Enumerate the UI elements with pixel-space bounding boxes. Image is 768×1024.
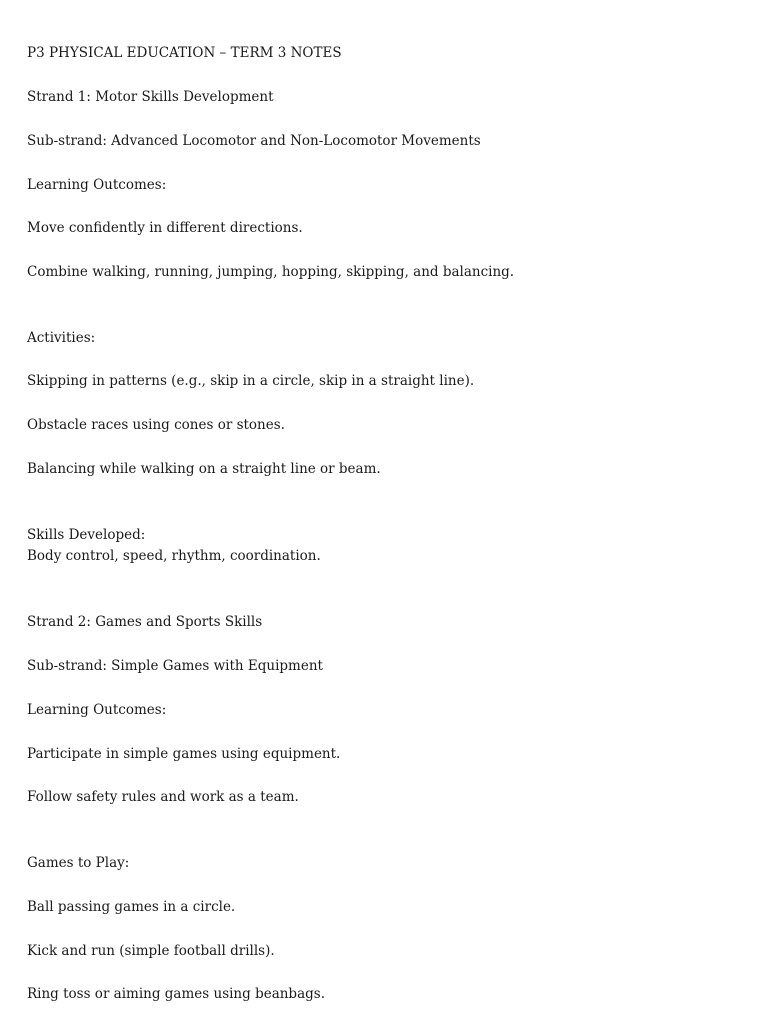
strand-1-activity: Balancing while walking on a straight line or beam.	[27, 461, 381, 477]
document-title: P3 PHYSICAL EDUCATION – TERM 3 NOTES	[27, 45, 342, 61]
strand-2-games-label: Games to Play:	[27, 855, 130, 871]
strand-1-heading: Strand 1: Motor Skills Development	[27, 89, 274, 105]
strand-2-substrand: Sub-strand: Simple Games with Equipment	[27, 658, 323, 674]
strand-1-skills: Body control, speed, rhythm, coordination.	[27, 548, 321, 564]
strand-1-skills-label: Skills Developed:	[27, 527, 146, 543]
strand-2-heading: Strand 2: Games and Sports Skills	[27, 614, 263, 630]
strand-2-outcome: Participate in simple games using equipment.	[27, 746, 341, 762]
strand-1-outcomes-label: Learning Outcomes:	[27, 177, 167, 193]
strand-1-activities-label: Activities:	[27, 330, 96, 346]
strand-1-outcome: Combine walking, running, jumping, hopping, skipping, and balancing.	[27, 264, 515, 280]
strand-1-substrand: Sub-strand: Advanced Locomotor and Non-Locomotor Movements	[27, 133, 481, 149]
strand-1-activity: Skipping in patterns (e.g., skip in a circle, skip in a straight line).	[27, 373, 475, 389]
strand-1-activity: Obstacle races using cones or stones.	[27, 417, 285, 433]
strand-2-outcomes-label: Learning Outcomes:	[27, 702, 167, 718]
strand-2-game: Ring toss or aiming games using beanbags.	[27, 986, 325, 1002]
strand-2-game: Ball passing games in a circle.	[27, 899, 236, 915]
strand-2-game: Kick and run (simple football drills).	[27, 943, 275, 959]
strand-1-outcome: Move confidently in different directions.	[27, 220, 303, 236]
strand-2-outcome: Follow safety rules and work as a team.	[27, 789, 299, 805]
